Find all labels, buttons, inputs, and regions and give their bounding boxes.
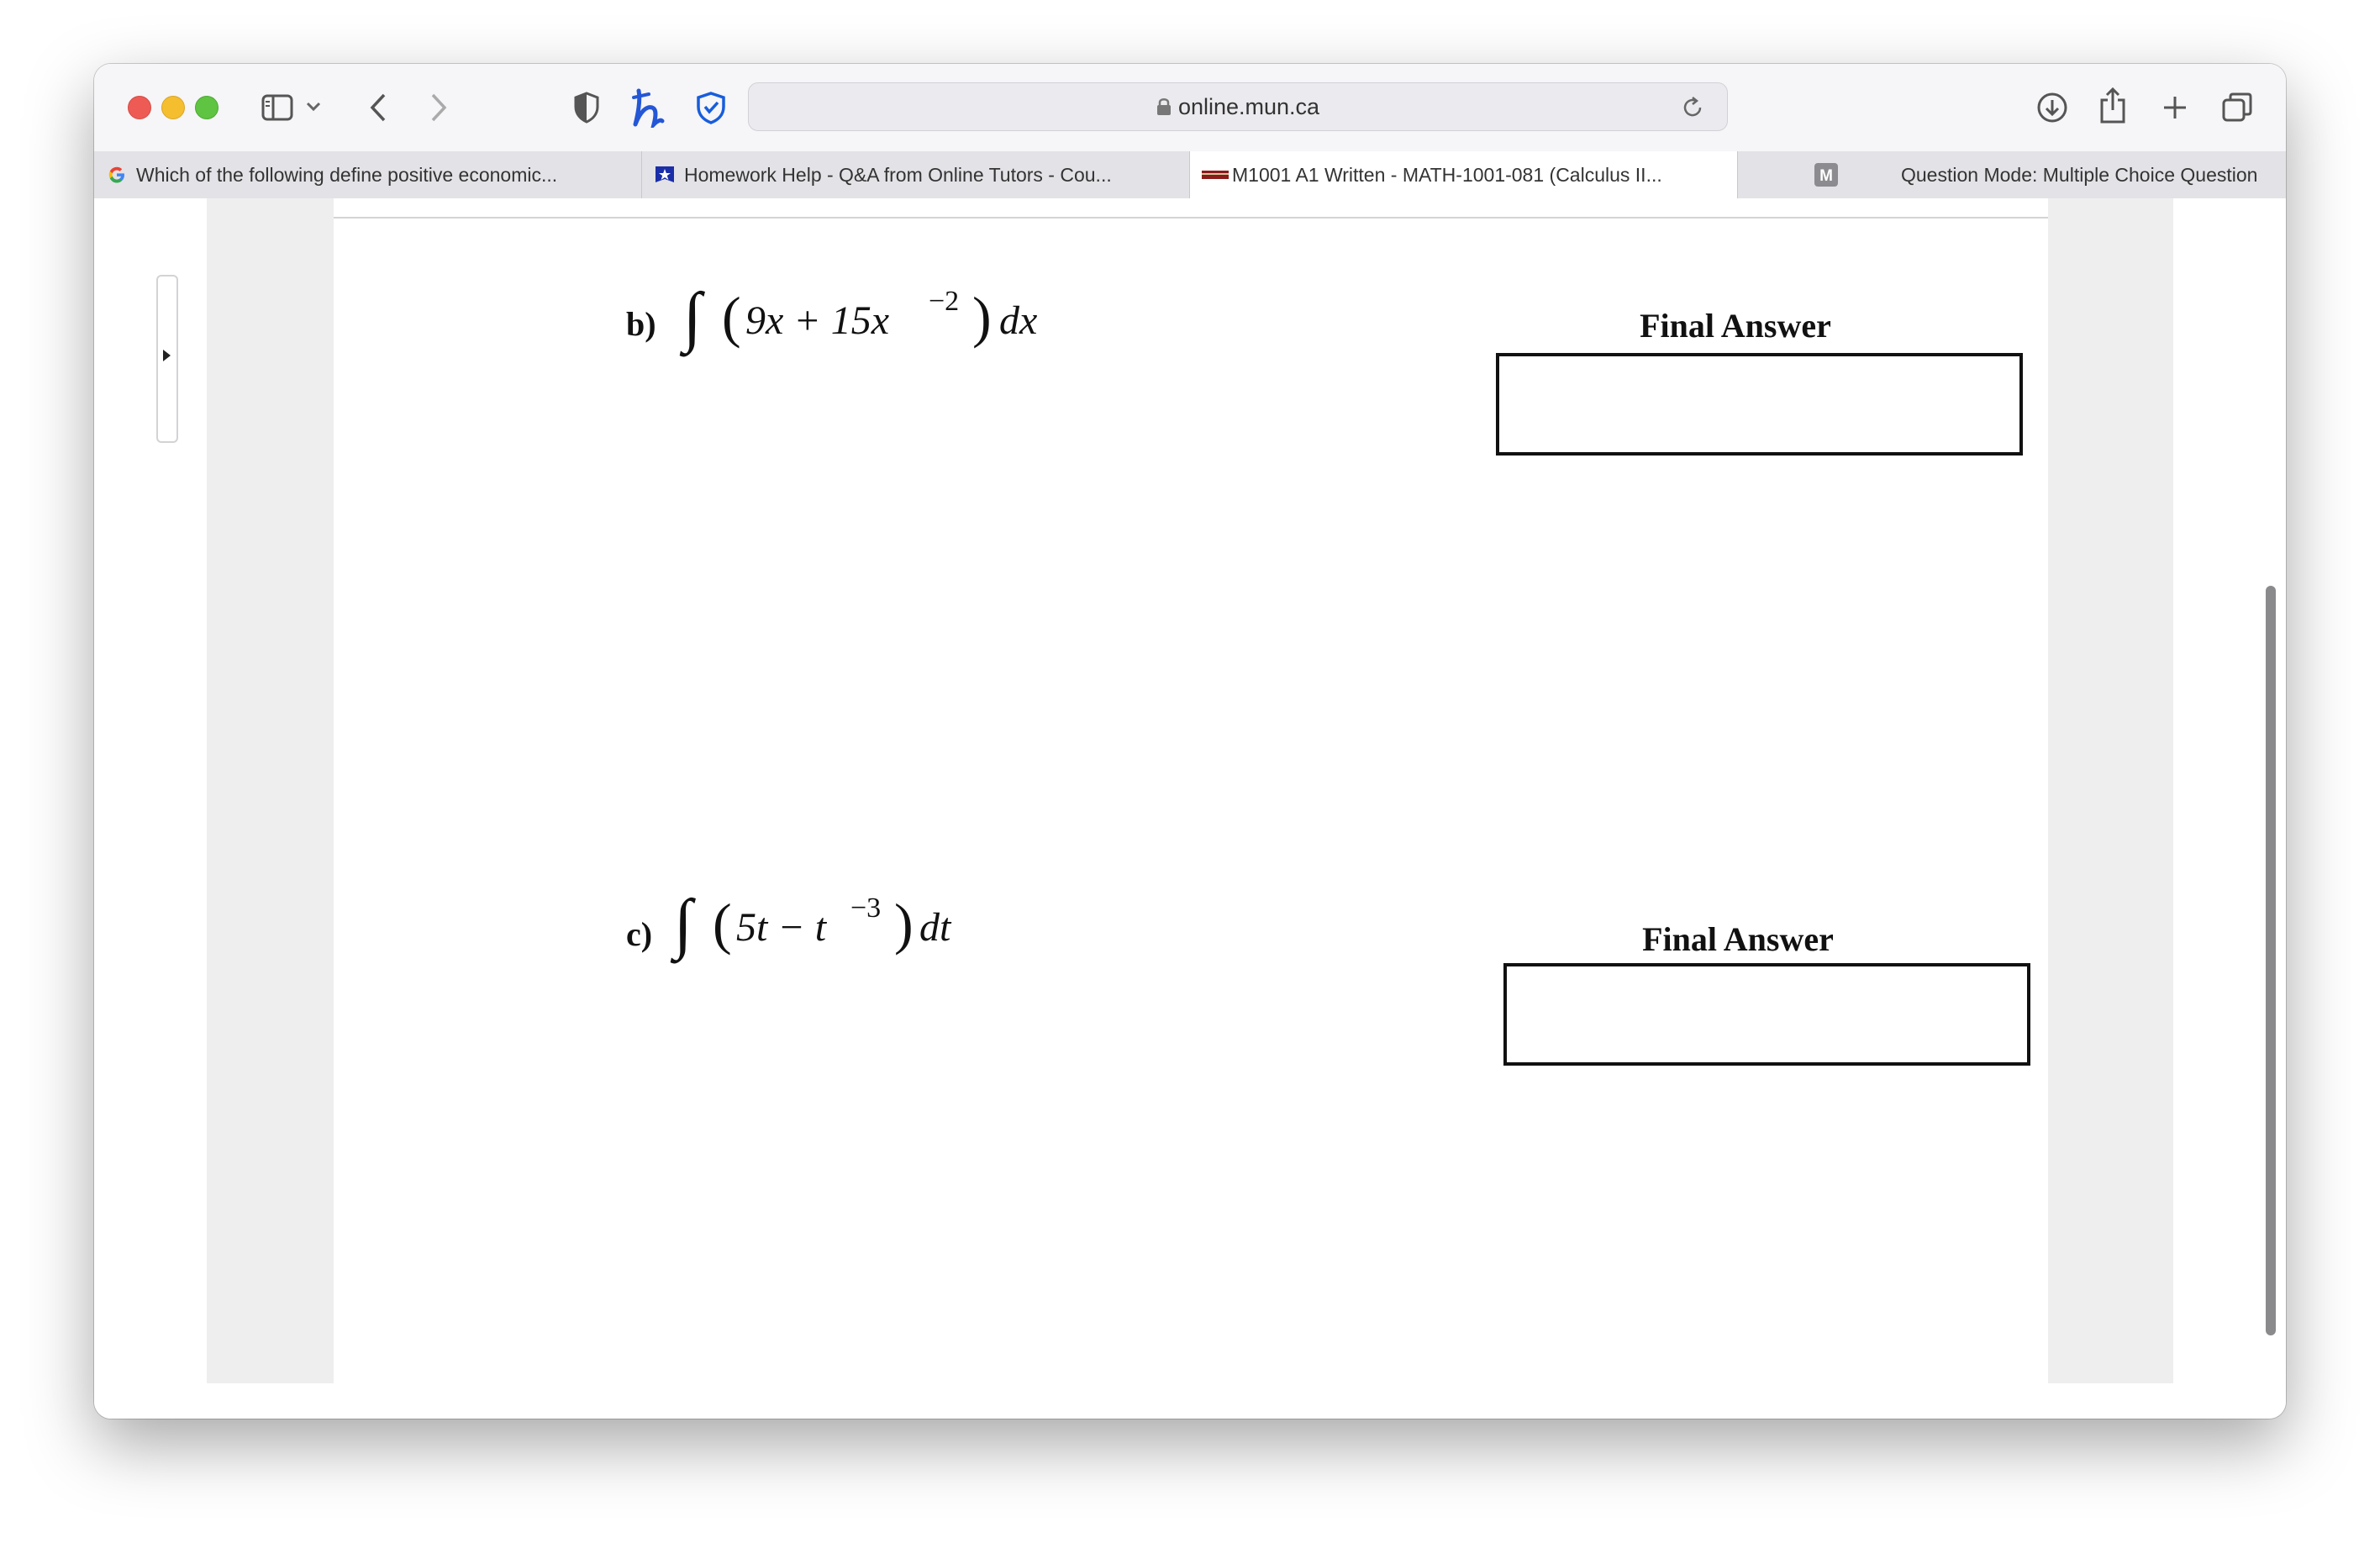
final-answer-label-b: Final Answer	[1640, 307, 1831, 345]
tab-label: Question Mode: Multiple Choice Question	[1901, 164, 2258, 186]
integrand-terms: 5t − t	[736, 905, 827, 950]
open-paren: (	[722, 285, 741, 349]
bitwarden-icon[interactable]	[692, 89, 729, 126]
google-icon	[106, 164, 128, 186]
exponent: −3	[850, 893, 882, 924]
close-window-button[interactable]	[128, 96, 151, 119]
exponent: −2	[929, 286, 960, 317]
integral-sign: ∫	[674, 887, 692, 961]
minimize-window-button[interactable]	[161, 96, 185, 119]
question-c-label: c)	[626, 915, 653, 953]
browser-window	[94, 64, 2286, 1419]
lock-icon	[1156, 85, 1172, 132]
page-content	[94, 198, 2286, 1419]
hypothesis-icon[interactable]	[629, 86, 669, 129]
tab-google-search[interactable]	[94, 151, 642, 198]
pdf-viewer-margin-left	[207, 198, 334, 1383]
privacy-shield-icon[interactable]	[570, 89, 603, 126]
pdf-page	[334, 219, 2048, 1380]
chevron-down-icon[interactable]	[304, 97, 323, 116]
browser-toolbar	[94, 64, 2286, 152]
tab-question-mode[interactable]	[1738, 151, 2286, 198]
differential: dx	[999, 298, 1038, 343]
tab-overview-icon[interactable]	[2219, 89, 2256, 126]
question-b-expression	[683, 280, 1204, 360]
zoom-window-button[interactable]	[195, 96, 219, 119]
sidebar-icon[interactable]	[259, 92, 296, 124]
share-icon[interactable]	[2094, 84, 2131, 126]
final-answer-box-c[interactable]	[1503, 963, 2030, 1066]
open-paren: (	[713, 892, 732, 956]
reload-icon[interactable]	[1678, 93, 1707, 122]
forward-icon[interactable]	[424, 89, 454, 126]
tab-label: Which of the following define positive economic...	[136, 164, 558, 186]
tab-bar	[94, 151, 2286, 199]
close-paren: )	[972, 285, 992, 349]
question-b-label: b)	[626, 305, 656, 343]
svg-text:M: M	[1819, 167, 1833, 185]
tab-course-hero[interactable]	[642, 151, 1190, 198]
m-icon	[1814, 162, 1839, 187]
url-text: online.mun.ca	[1177, 94, 1320, 119]
vertical-scrollbar[interactable]	[2266, 586, 2276, 1335]
pdf-toolbar	[207, 198, 2173, 219]
download-icon[interactable]	[2034, 89, 2071, 126]
differential: dt	[919, 905, 951, 950]
sidebar-toggle-button[interactable]	[156, 275, 178, 443]
mun-icon	[1202, 164, 1229, 186]
tab-m1001-written[interactable]	[1190, 151, 1738, 198]
pdf-viewer-margin-right	[2048, 198, 2173, 1383]
integral-sign: ∫	[683, 280, 702, 354]
tab-label: Homework Help - Q&A from Online Tutors - Cou...	[684, 164, 1112, 186]
close-paren: )	[894, 892, 914, 956]
back-icon[interactable]	[363, 89, 393, 126]
tab-label: M1001 A1 Written - MATH-1001-081 (Calculus II...	[1232, 164, 1662, 186]
final-answer-box-b[interactable]	[1496, 353, 2023, 456]
question-c-expression	[674, 887, 1195, 966]
new-tab-icon[interactable]	[2158, 91, 2192, 124]
integrand-terms: 9x + 15x	[745, 298, 889, 343]
coursehero-icon	[654, 164, 676, 186]
final-answer-label-c: Final Answer	[1642, 920, 1834, 958]
address-bar[interactable]	[748, 82, 1728, 131]
chevron-right-icon	[161, 347, 172, 364]
